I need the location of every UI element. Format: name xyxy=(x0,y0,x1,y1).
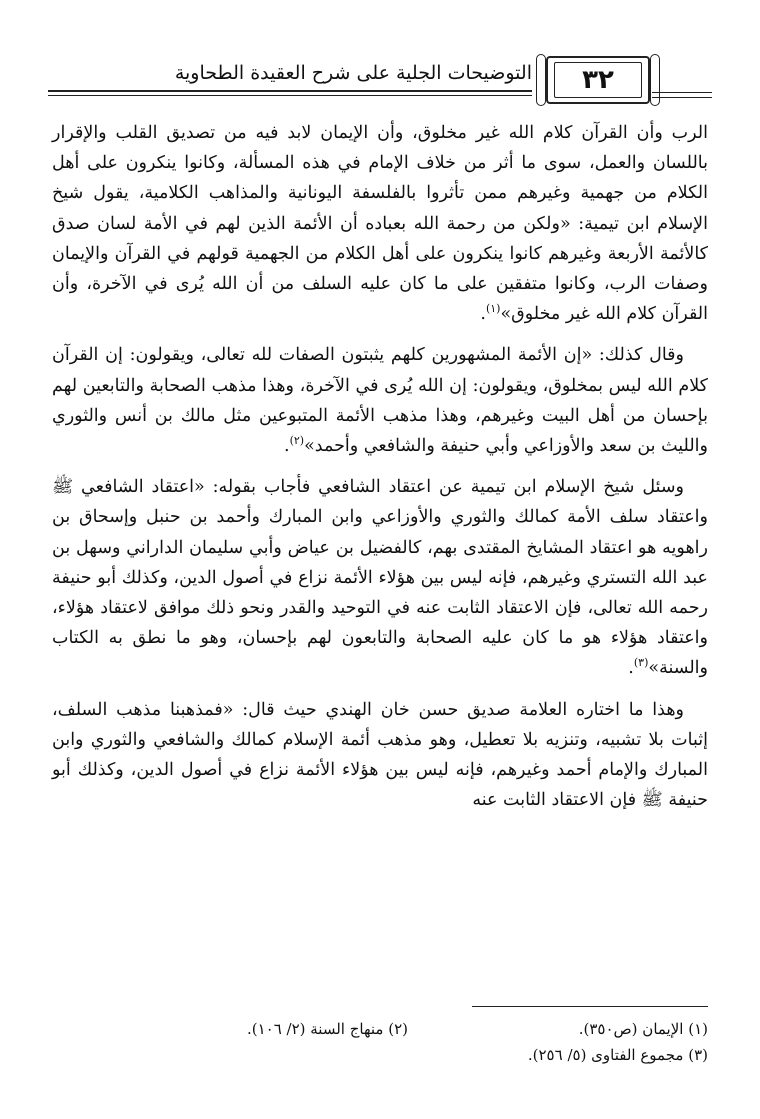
scroll-ornament-right xyxy=(650,54,660,106)
header-rule-right-thin xyxy=(652,97,712,98)
paragraph xyxy=(52,695,708,816)
main-text xyxy=(52,118,708,826)
footnote-ref: (١) xyxy=(485,302,501,316)
footnote: (٣) مجموع الفتاوى (٥/ ٢٥٦). xyxy=(527,1046,708,1064)
footnotes xyxy=(52,1016,708,1068)
sentence-end: . xyxy=(480,304,486,325)
page-number-box xyxy=(546,56,650,104)
paragraph xyxy=(52,118,708,329)
header-rule-thin xyxy=(48,95,532,96)
running-title: التوضيحات الجلية على شرح العقيدة الطحاوية xyxy=(174,62,532,84)
footnote-row xyxy=(52,1016,708,1042)
footnote: (٢) منهاج السنة (٢/ ١٠٦). xyxy=(246,1020,408,1038)
paragraph-text: وهذا ما اختاره العلامة صديق حسن خان الهندي حيث قال: «فمذهبنا مذهب السلف، إثبات بلا تشبيه، وتنزيه بلا تعطيل، وهو مذهب أئمة الإسلام كمالك والشافعي والثوري وابن المبارك والإمام أحمد وغيرهم، فإنه ليس بين هؤلاء الأئمة نزاع في أصول الدين، وكذلك أبو حنيفة ﷺ فإن الاعتقاد الثابت عنه xyxy=(52,699,708,811)
page-number: ٣٢ xyxy=(582,65,614,95)
paragraph xyxy=(52,472,708,683)
page-header xyxy=(48,50,712,110)
footnote: (١) الإيمان (ص٣٥٠). xyxy=(578,1020,708,1038)
footnote-row xyxy=(52,1042,708,1068)
sentence-end: . xyxy=(283,436,290,457)
scroll-ornament-left xyxy=(536,54,546,106)
header-rule-right xyxy=(652,92,712,93)
paragraph-text: الرب وأن القرآن كلام الله غير مخلوق، وأن الإيمان لابد فيه من تصديق القلب والإقرار باللسان والعمل، سوى ما أثر من خلاف الإمام في هذه المسألة، وكانوا ينكرون على أهل الكلام من جهمية وغيرهم ممن تأثروا بالفلسفة اليونانية والمذاهب الكلامية، يقول شيخ الإسلام ابن تيمية: «ولكن من رحمة الله بعباده أن الأئمة الذين لهم في الأمة لسان صدق كالأئمة الأربعة وغيرهم كانوا ينكرون على أهل الكلام من الجهمية قولهم في القرآن والإيمان وصفات الرب، وكانوا متفقين على ما كان عليه السلف من أن الله يُرى في الآخرة، وأن القرآن كلام الله غير مخلوق» xyxy=(52,123,708,325)
sentence-end: . xyxy=(628,658,634,679)
footnote-ref: (٣) xyxy=(633,656,649,670)
paragraph-text: وقال كذلك: «إن الأئمة المشهورين كلهم يثبتون الصفات لله تعالى، ويقولون: إن القرآن كلام الله ليس بمخلوق، ويقولون: إن الله يُرى في الآخرة، وهذا مذهب الصحابة والتابعين لهم بإحسان من أهل البيت وغيرهم، وهذا مذهب الأئمة المتبوعين مثل مالك بن أنس والثوري والليث بن سعد والأوزاعي وأبي حنيفة والشافعي وأحمد» xyxy=(52,345,708,457)
paragraph xyxy=(52,340,708,461)
paragraph-text: وسئل شيخ الإسلام ابن تيمية عن اعتقاد الشافعي فأجاب بقوله: «اعتقاد الشافعي ﷺ واعتقاد سلف الأمة كمالك والثوري والأوزاعي وابن المبارك وأحمد بن حنبل وإسحاق بن راهويه هو اعتقاد المشايخ المقتدى بهم، كالفضيل بن عياض وأبي سليمان الداراني وسهل بن عبد الله التستري وغيرهم، فإنه ليس بين هؤلاء الأئمة نزاع في أصول الدين، وكذلك أبو حنيفة رحمه الله تعالى، فإن الاعتقاد الثابت عنه في التوحيد والقدر ونحو ذلك موافق لاعتقاد هؤلاء، واعتقاد هؤلاء هو ما كان عليه الصحابة والتابعون لهم بإحسان، وهو ما نطق به الكتاب والسنة» xyxy=(52,477,708,679)
footnote-separator xyxy=(472,1006,708,1007)
header-rule xyxy=(48,90,532,92)
footnote-ref: (٢) xyxy=(289,434,305,448)
